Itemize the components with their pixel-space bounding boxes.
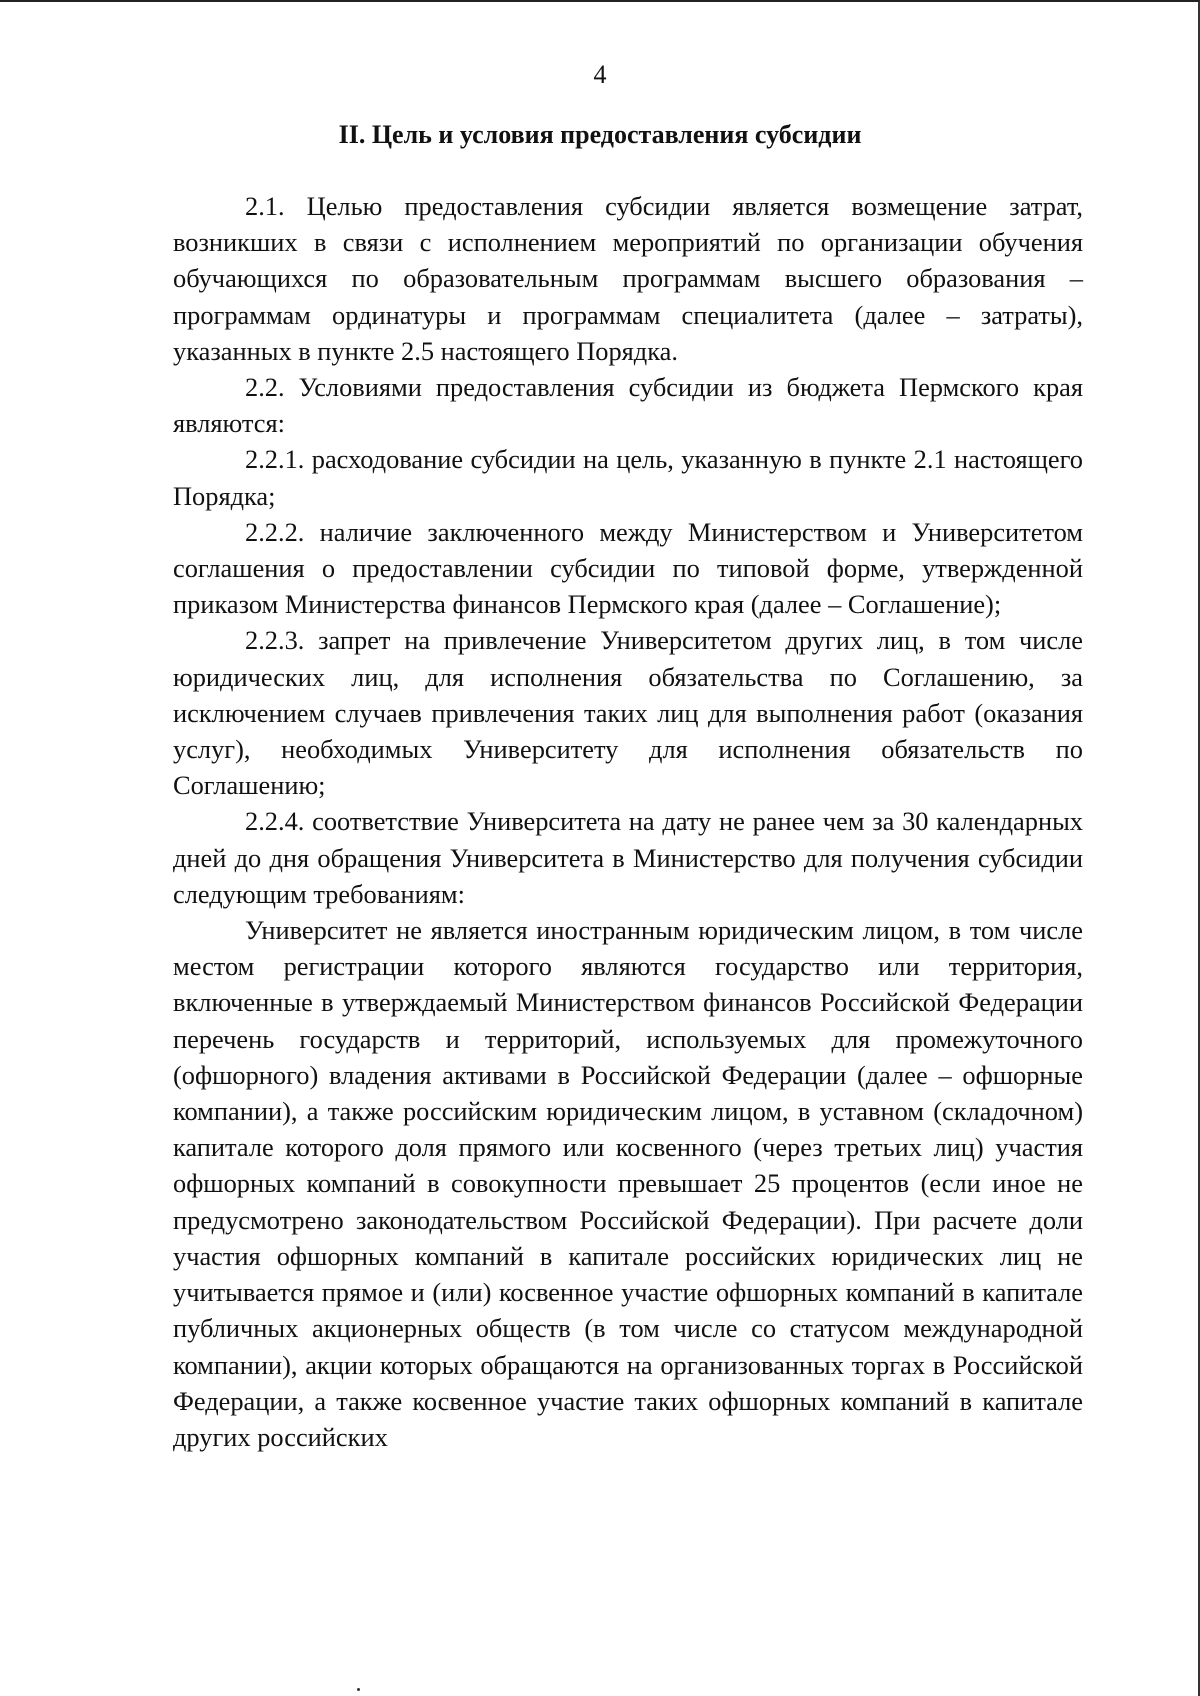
paragraph-2-2-1: 2.2.1. расходование субсидии на цель, указанную в пункте 2.1 настоящего Порядка; <box>173 444 1083 511</box>
paragraph-2-2-4: 2.2.4. соответствие Университета на дату не ранее чем за 30 календарных дней до дня обращения Университета в Министерство для получения субсидии следующим требованиям: <box>173 806 1083 909</box>
scan-speck <box>357 1688 360 1691</box>
paragraph-university-requirements: Университет не является иностранным юридическим лицом, в том числе местом регистрации которого являются государство или территория, включенные в утверждаемый Министерством финансов Российской Федерации перечень государств и территорий, используемых для промежуточного (офшорного) владения активами в Российской Федерации (далее – офшорные компании), а также российским юридическим лицом, в уставном (складочном) капитале которого доля прямого или косвенного (через третьих лиц) участия офшорных компаний в совокупности превышает 25 процентов (если иное не предусмотрено законодательством Российской Федерации). При расчете доли участия офшорных компаний в капитале российских юридических лиц не учитывается прямое и (или) косвенное участие офшорных компаний в капитале публичных акционерных обществ (в том числе со статусом международной компании), акции которых обращаются на организованных торгах в Российской Федерации, а также косвенное участие таких офшорных компаний в капитале других российских <box>173 915 1083 1452</box>
paragraph-2-2-2: 2.2.2. наличие заключенного между Министерством и Университетом соглашения о предоставлении субсидии по типовой форме, утвержденной приказом Министерства финансов Пермского края (далее – Соглашение); <box>173 516 1083 620</box>
paragraph-2-1: 2.1. Целью предоставления субсидии является возмещение затрат, возникших в связи с исполнением мероприятий по организации обучения обучающихся по образовательным программам высшего образования – программам ординатуры и программам специалитета (далее – затраты), указанных в пункте 2.5 настоящего Порядка. <box>173 191 1083 366</box>
paragraph-2-2: 2.2. Условиями предоставления субсидии из бюджета Пермского края являются: <box>173 372 1083 439</box>
document-body <box>173 188 1083 1455</box>
section-heading: II. Цель и условия предоставления субсидии <box>338 120 862 149</box>
page-number: 4 <box>593 60 607 89</box>
paragraph-2-2-3: 2.2.3. запрет на привлечение Университетом других лиц, в том числе юридических лиц, для исполнения обязательства по Соглашению, за исключением случаев привлечения таких лиц для выполнения работ (оказания услуг), необходимых Университету для исполнения обязательств по Соглашению; <box>173 625 1083 801</box>
